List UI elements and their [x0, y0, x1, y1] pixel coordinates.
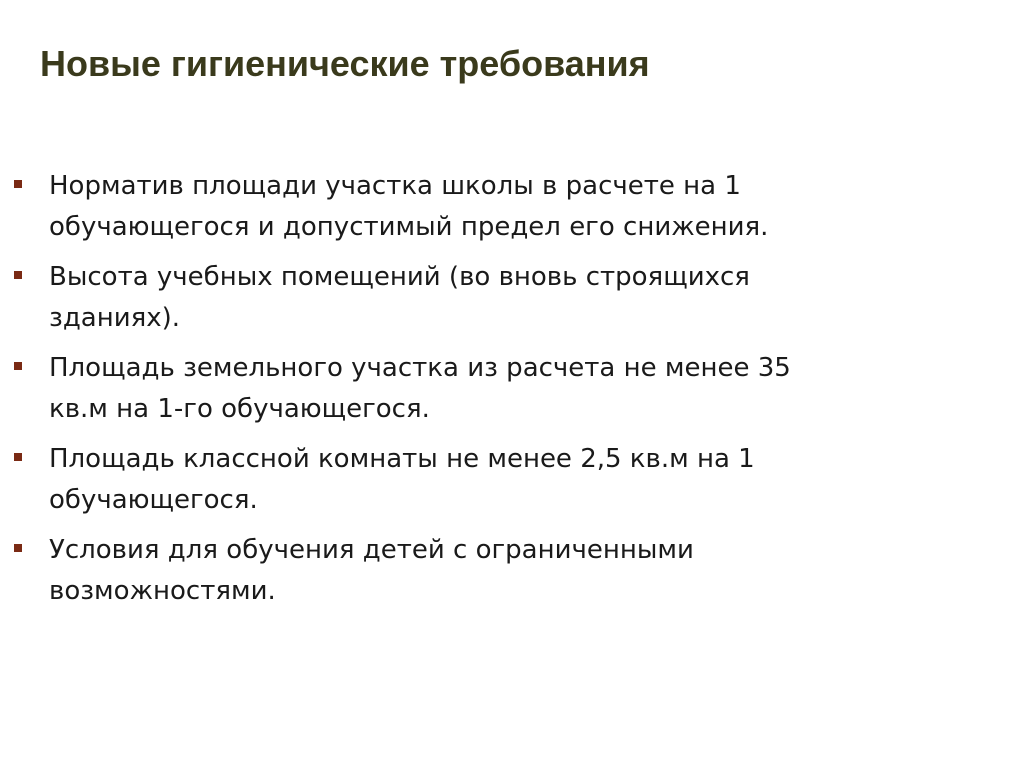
bullet-text: Высота учебных помещений (во вновь строящихся зданиях). [49, 262, 750, 333]
bullet-text: Площадь классной комнаты не менее 2,5 кв.м на 1 обучающегося. [49, 444, 755, 515]
bullet-item [14, 530, 844, 612]
square-bullet-icon [14, 271, 22, 279]
slide-title: Новые гигиенические требования [40, 43, 650, 84]
bullet-item [14, 348, 844, 430]
square-bullet-icon [14, 544, 22, 552]
square-bullet-icon [14, 453, 22, 461]
bullet-text: Площадь земельного участка из расчета не менее 35 кв.м на 1-го обучающегося. [49, 353, 791, 424]
bullet-item [14, 257, 844, 339]
bullet-item [14, 166, 844, 248]
bullet-text: Норматив площади участка школы в расчете на 1 обучающегося и допустимый предел его снижения. [49, 171, 769, 242]
bullet-text: Условия для обучения детей с ограниченными возможностями. [49, 535, 694, 606]
bullet-item [14, 439, 844, 521]
square-bullet-icon [14, 362, 22, 370]
bullet-list [14, 166, 844, 621]
square-bullet-icon [14, 180, 22, 188]
